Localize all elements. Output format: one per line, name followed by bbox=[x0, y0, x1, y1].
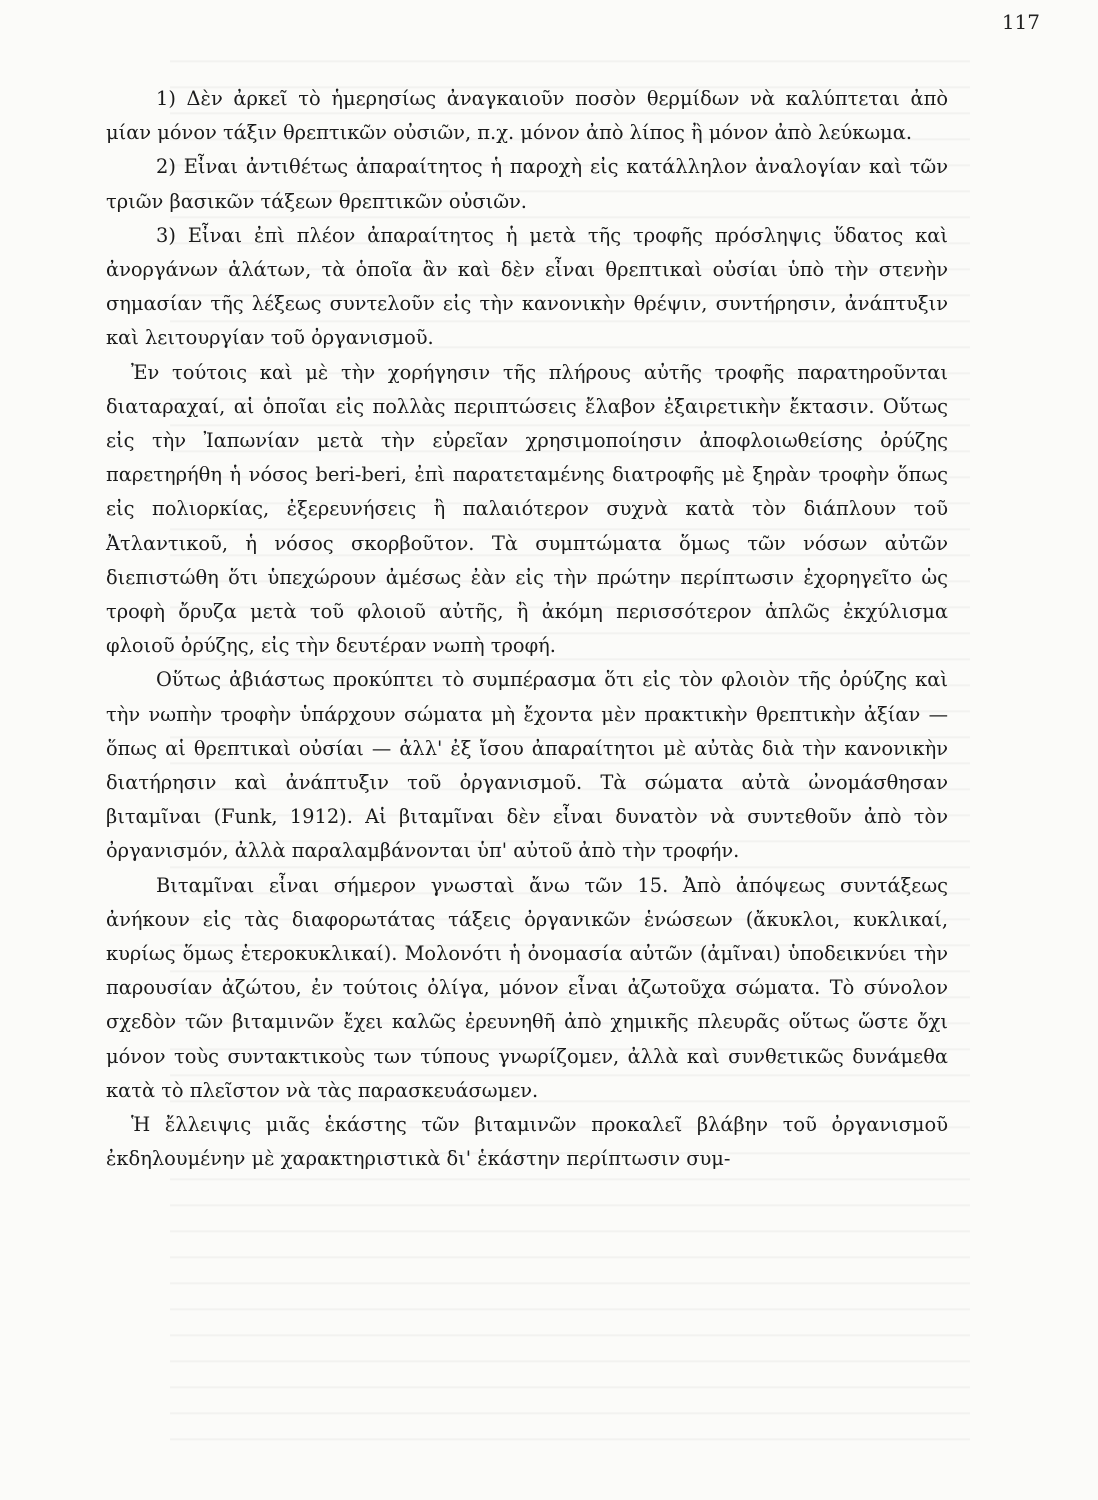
paragraph-point-3: 3) Εἶναι ἐπὶ πλέον ἀπαραίτητος ἡ μετὰ τῆς τροφῆς πρόσληψις ὕδατος καὶ ἀνοργάνων ἁλάτων, τὰ ὁποῖα ἂν καὶ δὲν εἶναι θρεπτικαὶ οὐσίαι ὑπὸ τὴν στενὴν σημασίαν τῆς λέξεως συντελοῦν εἰς τὴν κανονικὴν θρέψιν, συντήρησιν, ἀνάπτυξιν καὶ λειτουργίαν τοῦ ὀργανισμοῦ. bbox=[106, 223, 948, 350]
paragraph-vitamins-known: Βιταμῖναι εἶναι σήμερον γνωσταὶ ἄνω τῶν 15. Ἀπὸ ἀπόψεως συντάξεως ἀνήκουν εἰς τὰς διαφορωτάτας τάξεις ὀργανικῶν ἑνώσεων (ἄκυκλοι, κυκλικαί, κυρίως ὅμως ἑτεροκυκλικαί). Μολονότι ἡ ὀνομασία αὐτῶν (ἀμῖναι) ὑποδεικνύει τὴν παρουσίαν ἀζώτου, ἐν τούτοις ὀλίγα, μόνον εἶναι ἀζωτοῦχα σώματα. Τὸ σύνολον σχεδὸν τῶν βιταμινῶν ἔχει καλῶς ἐρευνηθῆ ἀπὸ χημικῆς πλευρᾶς οὕτως ὥστε ὄχι μόνον τοὺς συντακτικοὺς των τύπους γνωρίζομεν, ἀλλὰ καὶ συνθετικῶς δυνάμεθα κατὰ τὸ πλεῖστον νὰ τὰς παρασκευάσωμεν. bbox=[106, 873, 948, 1102]
body-text bbox=[106, 82, 948, 1177]
paragraph-conclusion: Οὕτως ἀβιάστως προκύπτει τὸ συμπέρασμα ὅτι εἰς τὸν φλοιὸν τῆς ὀρύζης καὶ τὴν νωπὴν τροφὴν ὑπάρχουν σώματα μὴ ἔχοντα μὲν πρακτικὴν θρεπτικὴν ἀξίαν — ὅπως αἱ θρεπτικαὶ οὐσίαι — ἀλλ' ἐξ ἴσου ἀπαραίτητοι μὲ αὐτὰς διὰ τὴν κανονικὴν διατήρησιν καὶ ἀνάπτυξιν τοῦ ὀργανισμοῦ. Τὰ σώματα αὐτὰ ὠνομάσθησαν βιταμῖναι (Funk, 1912). Αἱ βιταμῖναι δὲν εἶναι δυνατὸν νὰ συντεθοῦν ἀπὸ τὸν ὀργανισμόν, ἀλλὰ παραλαμβάνονται ὑπ' αὐτοῦ ἀπὸ τὴν τροφήν. bbox=[106, 668, 948, 863]
paragraph-deficiency: Ἡ ἔλλειψις μιᾶς ἑκάστης τῶν βιταμινῶν προκαλεῖ βλάβην τοῦ ὀργανισμοῦ ἐκδηλουμένην μὲ χαρακτηριστικὰ δι' ἑκάστην περίπτωσιν συμ- bbox=[106, 1113, 948, 1171]
paragraph-point-1: 1) Δὲν ἀρκεῖ τὸ ἡμερησίως ἀναγκαιοῦν ποσὸν θερμίδων νὰ καλύπτεται ἀπὸ μίαν μόνον τάξιν θρεπτικῶν οὐσιῶν, π.χ. μόνον ἀπὸ λίπος ἢ μόνον ἀπὸ λεύκωμα. bbox=[106, 87, 948, 145]
paragraph-point-2: 2) Εἶναι ἀντιθέτως ἀπαραίτητος ἡ παροχὴ εἰς κατάλληλον ἀναλογίαν καὶ τῶν τριῶν βασικῶν τάξεων θρεπτικῶν οὐσιῶν. bbox=[106, 155, 948, 213]
paragraph-disorders: Ἐν τούτοις καὶ μὲ τὴν χορήγησιν τῆς πλήρους αὐτῆς τροφῆς παρατηροῦνται διαταραχαί, αἱ ὁποῖαι εἰς πολλὰς περιπτώσεις ἔλαβον ἐξαιρετικὴν ἔκτασιν. Οὕτως εἰς τὴν Ἰαπωνίαν μετὰ τὴν εὐρεῖαν χρησιμοποίησιν ἀποφλοιωθείσης ὀρύζης παρετηρήθη ἡ νόσος beri-beri, ἐπὶ παρατεταμένης διατροφῆς μὲ ξηρὰν τροφὴν ὅπως εἰς πολιορκίας, ἐξερευνήσεις ἢ παλαιότερον συχνὰ κατὰ τὸν διάπλουν τοῦ Ἀτλαντικοῦ, ἡ νόσος σκορβοῦτον. Τὰ συμπτώματα ὅμως τῶν νόσων αὐτῶν διεπιστώθη ὅτι ὑπεχώρουν ἀμέσως ἐὰν εἰς τὴν πρώτην περίπτωσιν ἐχορηγεῖτο ὡς τροφὴ ὄρυζα μετὰ τοῦ φλοιοῦ αὐτῆς, ἢ ἀκόμη περισσότερον ἁπλῶς ἐκχύλισμα φλοιοῦ ὀρύζης, εἰς τὴν δευτέραν νωπὴ τροφή. bbox=[106, 360, 948, 658]
page-number: 117 bbox=[1001, 10, 1040, 34]
